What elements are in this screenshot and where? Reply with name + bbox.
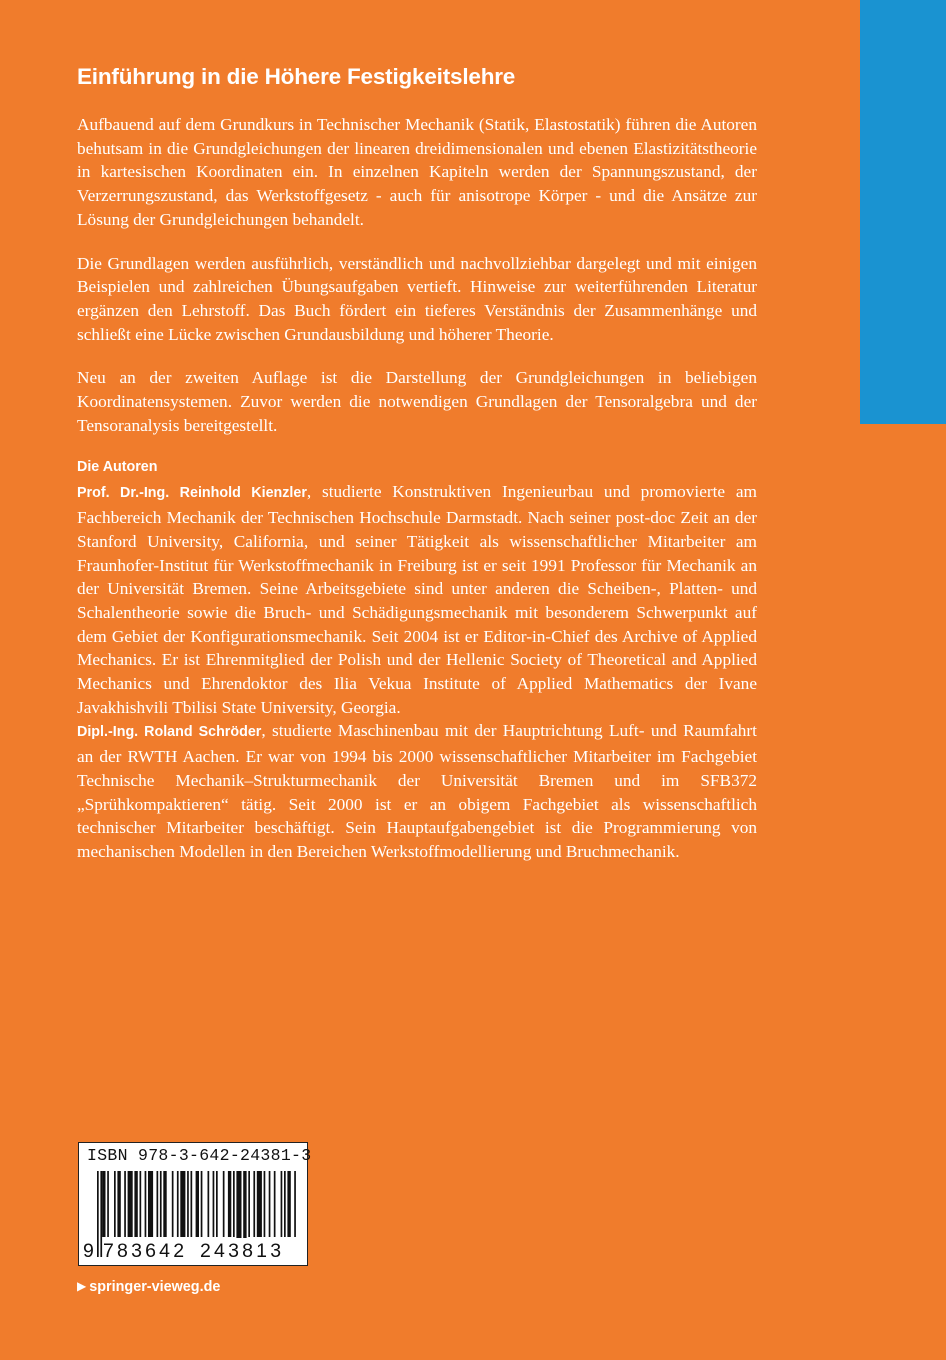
barcode-bar [117, 1171, 120, 1237]
barcode-bar [233, 1171, 235, 1237]
barcode-digits [83, 1238, 303, 1264]
description-paragraph-2: Die Grundlagen werden ausführlich, verständlich und nachvollziehbar dargelegt und mit einigen Beispielen und zahlreichen Übungsaufgaben vertieft. Hinweise zur weiterführenden Literatur ergänzen den Lehrstoff. Das Buch fördert ein tieferes Verständnis der Zusammenhänge und schließt eine Lücke zwischen Grundausbildung und höherer Theorie. [77, 253, 757, 344]
barcode-bar [191, 1171, 193, 1237]
barcode-bar [157, 1171, 159, 1237]
barcode-bar [134, 1171, 137, 1237]
barcode-bar [172, 1171, 174, 1237]
barcode-bar [177, 1171, 179, 1237]
barcode-digit-group-left: 783642 [103, 1240, 188, 1262]
barcode-digit-group-right: 243813 [200, 1240, 285, 1262]
barcode-bar [284, 1171, 286, 1237]
barcode-bar [180, 1171, 185, 1237]
description-paragraph-3: Neu an der zweiten Auflage ist die Darstellung der Grundgleichungen in beliebigen Koordinatensystemen. Zuvor werden die notwendigen Grundlagen der Tensoralgebra und der Tensoranalysis bereitgestellt. [77, 368, 757, 435]
author-bio-schroeder [77, 719, 757, 863]
barcode-bar [281, 1171, 283, 1237]
barcode-bar [213, 1171, 215, 1237]
barcode-bar [124, 1171, 126, 1237]
barcode-bar [163, 1171, 166, 1237]
barcode-bar [187, 1171, 189, 1237]
barcode-bar [114, 1171, 116, 1237]
barcode-bar [140, 1171, 142, 1237]
barcode-bar [216, 1171, 218, 1237]
author-bio-text-kienzler: , studierte Konstruktiven Ingenieurbau und promovierte am Fachbereich Mechanik der Technischen Hochschule Darmstadt. Nach seiner post-doc Zeit an der Stanford University, California, und seiner Tätigkeit als wissenschaftlicher Mitarbeiter am Fraunhofer-Institut für Werkstoffmechanik in Freiburg ist er seit 1991 Professor für Mechanik an der Universität Bremen. Seine Arbeitsgebiete sind unter anderen die Scheiben-, Platten- und Schalentheorie sowie die Bruch- und Schädigungsmechanik mit besonderem Schwerpunkt auf dem Gebiet der Konfigurationsmechanik. Seit 2004 ist er Editor-in-Chief des Archive of Applied Mechanics. Er ist Ehrenmitglied der Polish und der Hellenic Society of Theoretical and Applied Mechanics und Ehrendoktor des Ilia Vekua Institute of Applied Mathematics der Ivane Javakhishvili Tbilisi State University, Georgia. [77, 482, 757, 717]
book-title: Einführung in die Höhere Festigkeitslehre [77, 64, 516, 89]
triangle-right-icon: ▶ [77, 1279, 87, 1293]
isbn-barcode [78, 1142, 312, 1266]
author-bio-kienzler [77, 480, 757, 719]
publisher-url: springer-vieweg.de [89, 1279, 221, 1295]
authors-heading: Die Autoren [77, 459, 158, 476]
barcode-bar [102, 1171, 105, 1237]
barcode-bar [201, 1171, 203, 1237]
barcode-bar [274, 1171, 276, 1237]
barcode-bar [253, 1171, 255, 1237]
barcode-bar [208, 1171, 210, 1237]
barcode-bar [294, 1171, 296, 1237]
author-name-kienzler: Prof. Dr.-Ing. Reinhold Kienzler [77, 485, 307, 502]
author-bio-text-schroeder: , studierte Maschinenbau mit der Hauptrichtung Luft- und Raumfahrt an der RWTH Aachen. Er war von 1994 bis 2000 wissenschaftlicher Mitarbeiter im Fachgebiet Technische Mechanik–Strukturmechanik der Universität Bremen und im SFB372 „Sprühkompaktieren“ tätig. Seit 2000 ist er an obigem Fachgebiet als wissenschaftlich technischer Mitarbeiter beschäftigt. Sein Hauptaufgabengebiet ist die Programmierung von mechanischen Modellen in den Bereichen Werkstoffmodellierung und Bruchmechanik. [77, 721, 757, 861]
barcode-bar [196, 1171, 199, 1237]
blue-tab [860, 0, 946, 424]
barcode-digit-prefix: 9 [83, 1240, 94, 1262]
barcode-bar [287, 1171, 290, 1237]
barcode-bar [228, 1171, 231, 1237]
publisher-website-link[interactable] [77, 1276, 220, 1297]
barcode-bar [248, 1171, 250, 1237]
barcode-bar [160, 1171, 162, 1237]
isbn-label: ISBN 978-3-642-24381-3 [87, 1146, 312, 1165]
description-paragraph-1: Aufbauend auf dem Grundkurs in Technischer Mechanik (Statik, Elastostatik) führen die Autoren behutsam in die Grundgleichungen der linearen dreidimensionalen und ebenen Elastizitätstheorie in kartesischen Koordinaten ein. In einzelnen Kapiteln werden der Spannungszustand, der Verzerrungszustand, das Werkstoffgesetz - auch für anisotrope Körper - und die Ansätze zur Lösung der Grundgleichungen behandelt. [77, 115, 757, 229]
barcode-bar [148, 1171, 153, 1237]
back-cover-text [77, 62, 757, 864]
author-name-schroeder: Dipl.-Ing. Roland Schröder [77, 724, 262, 741]
barcode-bar [257, 1171, 262, 1237]
barcode-bar [264, 1171, 266, 1237]
barcode-bar [269, 1171, 271, 1237]
barcode-bar [145, 1171, 147, 1237]
barcode-bar [107, 1171, 109, 1237]
barcode-bar [223, 1171, 225, 1237]
barcode-bar [128, 1171, 133, 1237]
